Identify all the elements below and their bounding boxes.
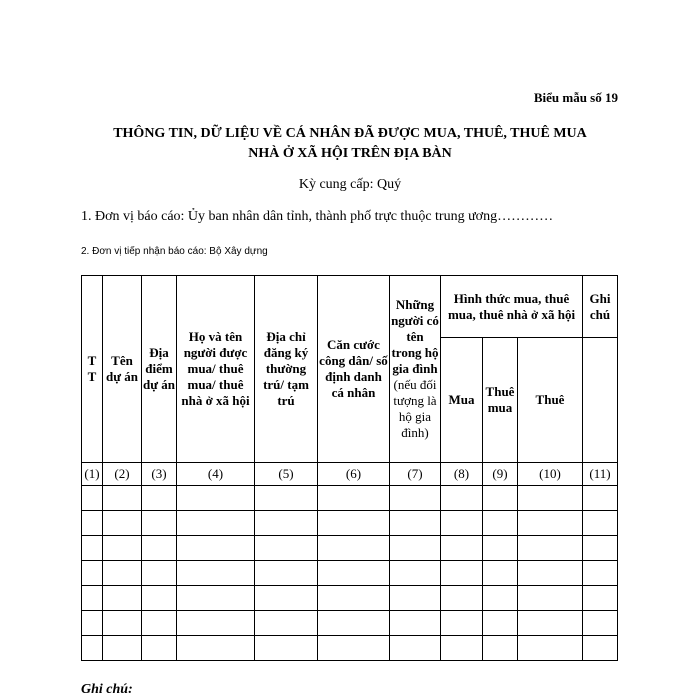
table-cell[interactable]: [318, 486, 390, 511]
table-cell[interactable]: [441, 561, 483, 586]
table-cell[interactable]: [142, 611, 177, 636]
table-cell[interactable]: [483, 536, 518, 561]
table-cell[interactable]: [390, 636, 441, 661]
table-cell[interactable]: [583, 611, 618, 636]
header-stt: T T: [82, 276, 103, 463]
table-cell[interactable]: [255, 611, 318, 636]
title-line-2: NHÀ Ở XÃ HỘI TRÊN ĐỊA BÀN: [248, 146, 452, 161]
table-cell[interactable]: [82, 561, 103, 586]
table-cell[interactable]: [142, 636, 177, 661]
report-table: [81, 275, 618, 661]
table-cell[interactable]: [483, 611, 518, 636]
table-cell[interactable]: [390, 536, 441, 561]
table-cell[interactable]: [255, 636, 318, 661]
table-cell[interactable]: [177, 561, 255, 586]
column-number: (5): [255, 463, 318, 486]
table-row: [82, 536, 618, 561]
table-cell[interactable]: [441, 636, 483, 661]
table-cell[interactable]: [318, 586, 390, 611]
table-cell[interactable]: [318, 561, 390, 586]
table-cell[interactable]: [518, 486, 583, 511]
header-project-location: Địa điểm dự án: [142, 276, 177, 463]
table-cell[interactable]: [483, 486, 518, 511]
table-cell[interactable]: [255, 511, 318, 536]
header-rent-purchase: Thuê mua: [483, 338, 518, 463]
header-buy: Mua: [441, 338, 483, 463]
table-cell[interactable]: [255, 586, 318, 611]
table-cell[interactable]: [441, 511, 483, 536]
table-cell[interactable]: [103, 586, 142, 611]
column-number: (3): [142, 463, 177, 486]
table-cell[interactable]: [82, 511, 103, 536]
table-row: [82, 586, 618, 611]
table-cell[interactable]: [82, 586, 103, 611]
table-cell[interactable]: [318, 636, 390, 661]
household-note: (nếu đối tượng là hộ gia đình): [393, 377, 437, 440]
table-row: [82, 611, 618, 636]
column-number: (6): [318, 463, 390, 486]
table-row: [82, 511, 618, 536]
table-cell[interactable]: [103, 636, 142, 661]
table-cell[interactable]: [390, 611, 441, 636]
table-cell[interactable]: [483, 636, 518, 661]
table-cell[interactable]: [142, 586, 177, 611]
receiving-unit: 2. Đơn vị tiếp nhận báo cáo: Bộ Xây dựng: [81, 246, 268, 257]
table-cell[interactable]: [583, 561, 618, 586]
table-cell[interactable]: [142, 486, 177, 511]
header-rent: Thuê: [518, 338, 583, 463]
column-number: (7): [390, 463, 441, 486]
header-project-name: Tên dự án: [103, 276, 142, 463]
table-cell[interactable]: [441, 586, 483, 611]
table-cell[interactable]: [518, 636, 583, 661]
column-number: (1): [82, 463, 103, 486]
table-cell[interactable]: [583, 586, 618, 611]
table-cell[interactable]: [255, 561, 318, 586]
table-cell[interactable]: [518, 511, 583, 536]
table-cell[interactable]: [518, 536, 583, 561]
table-cell[interactable]: [390, 486, 441, 511]
document-title: [60, 124, 640, 164]
table-cell[interactable]: [583, 511, 618, 536]
table-cell[interactable]: [142, 561, 177, 586]
table-cell[interactable]: [255, 486, 318, 511]
table-row: [82, 561, 618, 586]
table-cell[interactable]: [518, 561, 583, 586]
table-cell[interactable]: [82, 536, 103, 561]
table-row: [82, 636, 618, 661]
table-cell[interactable]: [177, 636, 255, 661]
table-cell[interactable]: [103, 511, 142, 536]
household-members-label: Những người có tên trong hộ gia đình: [391, 297, 439, 376]
table-cell[interactable]: [441, 611, 483, 636]
table-cell[interactable]: [142, 511, 177, 536]
table-cell[interactable]: [255, 536, 318, 561]
table-cell[interactable]: [103, 486, 142, 511]
table-cell[interactable]: [177, 586, 255, 611]
table-cell[interactable]: [318, 611, 390, 636]
table-cell[interactable]: [583, 486, 618, 511]
table-cell[interactable]: [441, 536, 483, 561]
table-cell[interactable]: [82, 486, 103, 511]
table-cell[interactable]: [483, 586, 518, 611]
reporting-unit: 1. Đơn vị báo cáo: Ủy ban nhân dân tỉnh, thành phố trực thuộc trung ương…………: [81, 209, 554, 224]
header-notes: Ghi chú: [583, 276, 618, 338]
table-cell[interactable]: [177, 536, 255, 561]
header-id-number: Căn cước công dân/ số định danh cá nhân: [318, 276, 390, 463]
notes-label: Ghi chú:: [81, 682, 133, 697]
header-form-group: Hình thức mua, thuê mua, thuê nhà ở xã hội: [441, 276, 583, 338]
column-number: (11): [583, 463, 618, 486]
table-cell[interactable]: [518, 611, 583, 636]
table-cell[interactable]: [103, 611, 142, 636]
table-cell[interactable]: [103, 536, 142, 561]
table-body: [82, 486, 618, 661]
table-cell[interactable]: [177, 486, 255, 511]
table-cell[interactable]: [318, 536, 390, 561]
table-cell[interactable]: [390, 561, 441, 586]
table-cell[interactable]: [390, 586, 441, 611]
table-cell[interactable]: [483, 561, 518, 586]
column-number: (4): [177, 463, 255, 486]
table-cell[interactable]: [390, 511, 441, 536]
table-cell[interactable]: [177, 511, 255, 536]
column-number: (9): [483, 463, 518, 486]
table-cell[interactable]: [483, 511, 518, 536]
table-cell[interactable]: [82, 636, 103, 661]
table-row: [82, 486, 618, 511]
title-line-1: THÔNG TIN, DỮ LIỆU VỀ CÁ NHÂN ĐÃ ĐƯỢC MUA, THUÊ, THUÊ MUA: [113, 126, 587, 141]
table-cell[interactable]: [583, 636, 618, 661]
header-notes-blank: [583, 338, 618, 463]
header-person-name: Họ và tên người được mua/ thuê mua/ thuê nhà ở xã hội: [177, 276, 255, 463]
table-cell[interactable]: [103, 561, 142, 586]
form-code: Biểu mẫu số 19: [533, 90, 618, 105]
table-cell[interactable]: [142, 536, 177, 561]
reporting-period: Kỳ cung cấp: Quý: [298, 177, 402, 192]
column-number: (10): [518, 463, 583, 486]
header-address: Địa chỉ đăng ký thường trú/ tạm trú: [255, 276, 318, 463]
table-cell[interactable]: [82, 611, 103, 636]
table-cell[interactable]: [318, 511, 390, 536]
header-household-members: [390, 276, 441, 463]
table-cell[interactable]: [441, 486, 483, 511]
table-cell[interactable]: [518, 586, 583, 611]
table-cell[interactable]: [583, 536, 618, 561]
column-number: (2): [103, 463, 142, 486]
column-number: (8): [441, 463, 483, 486]
table-cell[interactable]: [177, 611, 255, 636]
